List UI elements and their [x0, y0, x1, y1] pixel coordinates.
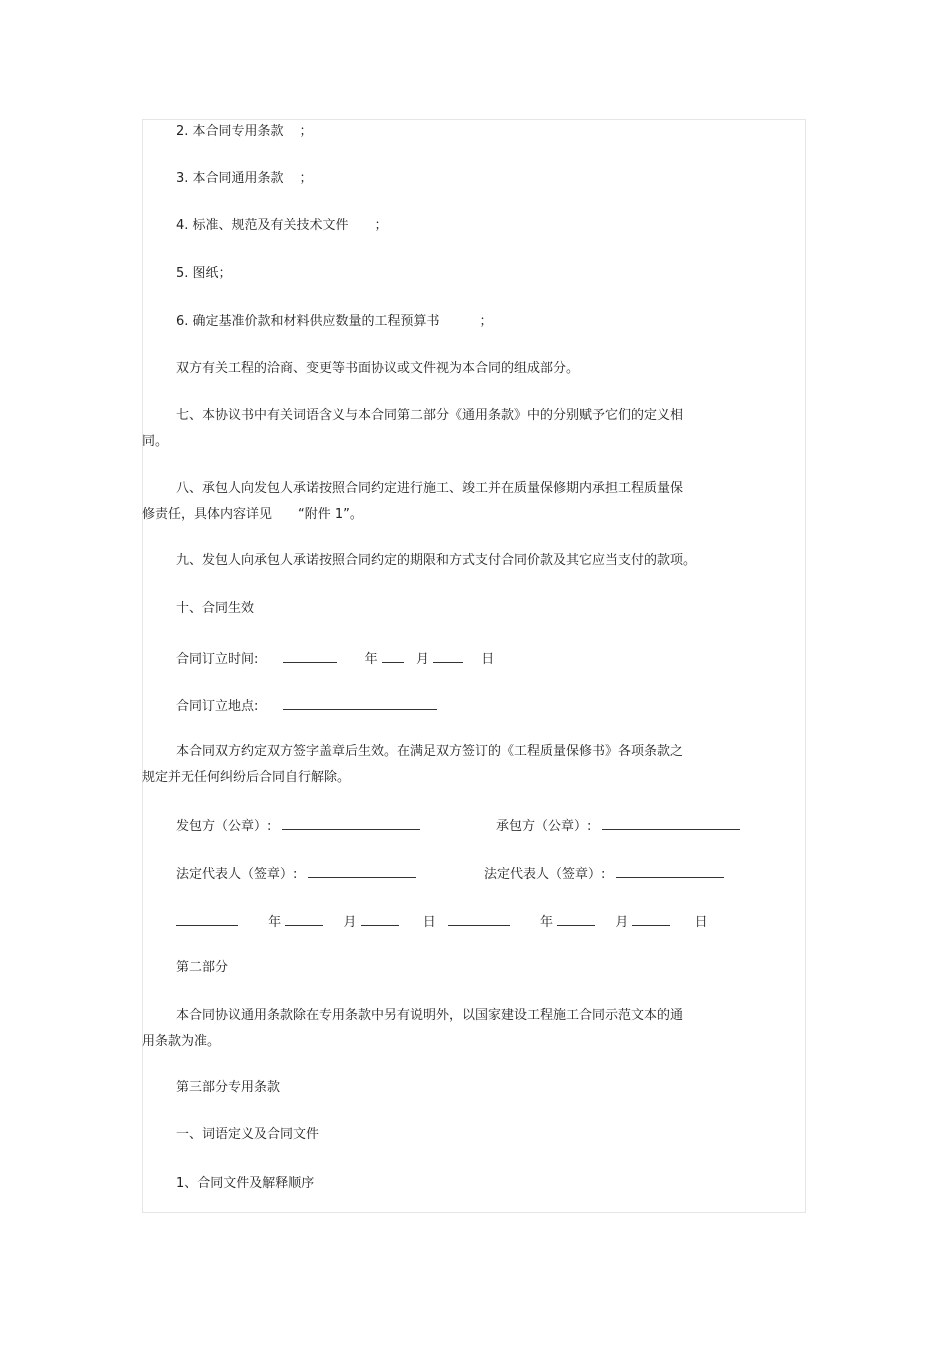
list-item: 2. 本合同专用条款 ； [176, 124, 313, 139]
signing-place: 合同订立地点: [176, 696, 437, 715]
blank-line [308, 864, 416, 878]
part3-title: 第三部分专用条款 [176, 1080, 281, 1095]
rep-right: 法定代表人（签章）: [484, 864, 724, 883]
list-item: 4. 标准、规范及有关技术文件 ； [176, 218, 388, 233]
section-1-1-title: 1、合同文件及解释顺序 [176, 1176, 315, 1191]
list-item: 6. 确定基准价款和材料供应数量的工程预算书 ； [176, 314, 493, 329]
blank-line [448, 912, 510, 926]
clause-8-line2: 修责任，具体内容详见 “附件 1”。 [142, 507, 363, 522]
blank-line [433, 649, 463, 663]
effect-line2: 规定并无任何纠纷后合同自行解除。 [142, 770, 351, 785]
blank-line [285, 912, 323, 926]
blank-line [382, 649, 404, 663]
rep-left: 法定代表人（签章）: [176, 864, 416, 883]
blank-line [557, 912, 595, 926]
clause-7-line2: 同。 [142, 434, 169, 449]
blank-line [282, 816, 420, 830]
part2-line1: 本合同协议通用条款除在专用条款中另有说明外，以国家建设工程施工合同示范文本的通 [176, 1008, 684, 1023]
signature-dates: 年 月 日 年 月 日 [176, 912, 708, 931]
part2-title: 第二部分 [176, 960, 229, 975]
clause-7-line1: 七、本协议书中有关词语含义与本合同第二部分《通用条款》中的分别赋予它们的定义相 [176, 408, 684, 423]
blank-line [602, 816, 740, 830]
clause-9: 九、发包人向承包人承诺按照合同约定的期限和方式支付合同价款及其它应当支付的款项。 [176, 553, 697, 568]
part2-line2: 用条款为准。 [142, 1034, 221, 1049]
blank-line [632, 912, 670, 926]
effect-line1: 本合同双方约定双方签字盖章后生效。在满足双方签订的《工程质量保修书》各项条款之 [176, 744, 684, 759]
clause-8-line1: 八、承包人向发包人承诺按照合同约定进行施工、竣工并在质量保修期内承担工程质量保 [176, 481, 684, 496]
blank-line [616, 864, 724, 878]
signing-time: 合同订立时间: 年 月 日 [176, 649, 494, 668]
contractor-seal: 承包方（公章）: [496, 816, 740, 835]
blank-line [283, 696, 437, 710]
paragraph-composition: 双方有关工程的洽商、变更等书面协议或文件视为本合同的组成部分。 [176, 361, 580, 376]
blank-line [176, 912, 238, 926]
list-item: 3. 本合同通用条款 ； [176, 171, 313, 186]
blank-line [283, 649, 337, 663]
clause-10-title: 十、合同生效 [176, 601, 255, 616]
employer-seal: 发包方（公章）: [176, 816, 420, 835]
section-1-title: 一、词语定义及合同文件 [176, 1127, 320, 1142]
blank-line [361, 912, 399, 926]
list-item: 5. 图纸； [176, 266, 232, 281]
